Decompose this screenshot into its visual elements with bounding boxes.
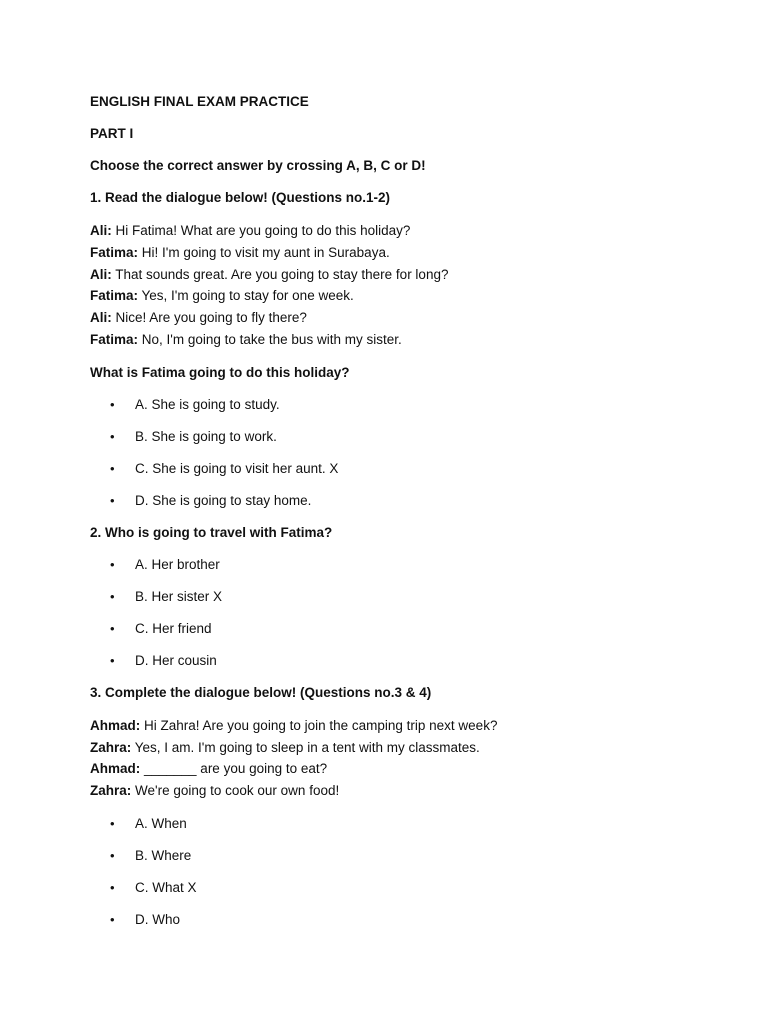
- instruction-text: Choose the correct answer by crossing A, B, C or D!: [90, 158, 426, 173]
- speaker-label: Fatima:: [90, 331, 139, 347]
- question-1: What is Fatima going to do this holiday?: [90, 364, 350, 380]
- answer-option: [90, 878, 710, 898]
- answer-option: [90, 459, 710, 479]
- speaker-label: Ahmad:: [90, 761, 141, 777]
- dialogue-line: [90, 242, 710, 264]
- dialogue-text: Hi Zahra! Are you going to join the camping trip next week?: [140, 717, 498, 733]
- bullet-icon: •: [110, 492, 115, 508]
- dialogue-line: [90, 737, 710, 759]
- dialogue-line: [90, 758, 710, 780]
- option-text: C. What X: [135, 879, 197, 895]
- option-text: C. She is going to visit her aunt. X: [135, 460, 339, 476]
- option-text: B. She is going to work.: [135, 428, 277, 444]
- dialogue-1: [90, 220, 710, 351]
- dialogue-text: Yes, I am. I'm going to sleep in a tent with my classmates.: [131, 739, 480, 755]
- speaker-label: Zahra:: [90, 783, 132, 799]
- part-heading: PART I: [90, 126, 134, 141]
- bullet-icon: •: [110, 428, 115, 444]
- answer-option: [90, 814, 710, 834]
- dialogue-text: Nice! Are you going to fly there?: [111, 310, 307, 326]
- dialogue-line: [90, 220, 710, 242]
- option-text: D. She is going to stay home.: [135, 492, 312, 508]
- speaker-label: Ahmad:: [90, 717, 141, 733]
- option-text: A. Her brother: [135, 556, 220, 572]
- option-text: C. Her friend: [135, 620, 212, 636]
- dialogue-text: That sounds great. Are you going to stay there for long?: [111, 266, 449, 282]
- question-3-options: [90, 814, 710, 930]
- answer-option: [90, 555, 710, 575]
- bullet-icon: •: [110, 460, 115, 476]
- speaker-label: Ali:: [90, 310, 112, 326]
- bullet-icon: •: [110, 620, 115, 636]
- dialogue-text: Yes, I'm going to stay for one week.: [138, 288, 354, 304]
- answer-option: [90, 587, 710, 607]
- speaker-label: Zahra:: [90, 739, 132, 755]
- speaker-label: Fatima:: [90, 244, 139, 260]
- option-text: A. When: [135, 815, 187, 831]
- dialogue-line: [90, 285, 710, 307]
- option-text: A. She is going to study.: [135, 396, 280, 412]
- option-text: B. Where: [135, 847, 192, 863]
- section-1-heading: 1. Read the dialogue below! (Questions no.1-2): [90, 190, 391, 205]
- dialogue-2: [90, 715, 710, 802]
- section-2-heading: 3. Complete the dialogue below! (Questions no.3 & 4): [90, 684, 432, 700]
- bullet-icon: •: [110, 879, 115, 895]
- option-text: B. Her sister X: [135, 588, 223, 604]
- bullet-icon: •: [110, 652, 115, 668]
- bullet-icon: •: [110, 556, 115, 572]
- answer-option: [90, 651, 710, 671]
- answer-option: [90, 910, 710, 930]
- bullet-icon: •: [110, 911, 115, 927]
- dialogue-line: [90, 264, 710, 286]
- speaker-label: Fatima:: [90, 288, 139, 304]
- bullet-icon: •: [110, 847, 115, 863]
- answer-option: [90, 395, 710, 415]
- answer-option: [90, 619, 710, 639]
- dialogue-text: We're going to cook our own food!: [131, 783, 340, 799]
- option-text: D. Who: [135, 911, 181, 927]
- document-title: ENGLISH FINAL EXAM PRACTICE: [90, 94, 309, 109]
- dialogue-text: _______ are you going to eat?: [140, 761, 328, 777]
- speaker-label: Ali:: [90, 223, 112, 238]
- dialogue-line: [90, 329, 710, 351]
- bullet-icon: •: [110, 815, 115, 831]
- question-2-options: [90, 555, 710, 671]
- question-2: 2. Who is going to travel with Fatima?: [90, 524, 333, 540]
- answer-option: [90, 491, 710, 511]
- document-body: [90, 92, 710, 942]
- bullet-icon: •: [110, 396, 115, 412]
- option-text: D. Her cousin: [135, 652, 217, 668]
- dialogue-line: [90, 715, 710, 737]
- dialogue-text: Hi Fatima! What are you going to do this holiday?: [111, 223, 411, 238]
- dialogue-line: [90, 307, 710, 329]
- bullet-icon: •: [110, 588, 115, 604]
- question-1-options: [90, 395, 710, 511]
- dialogue-line: [90, 780, 710, 802]
- speaker-label: Ali:: [90, 266, 112, 282]
- answer-option: [90, 427, 710, 447]
- dialogue-text: No, I'm going to take the bus with my sister.: [138, 331, 402, 347]
- answer-option: [90, 846, 710, 866]
- dialogue-text: Hi! I'm going to visit my aunt in Surabaya.: [138, 244, 390, 260]
